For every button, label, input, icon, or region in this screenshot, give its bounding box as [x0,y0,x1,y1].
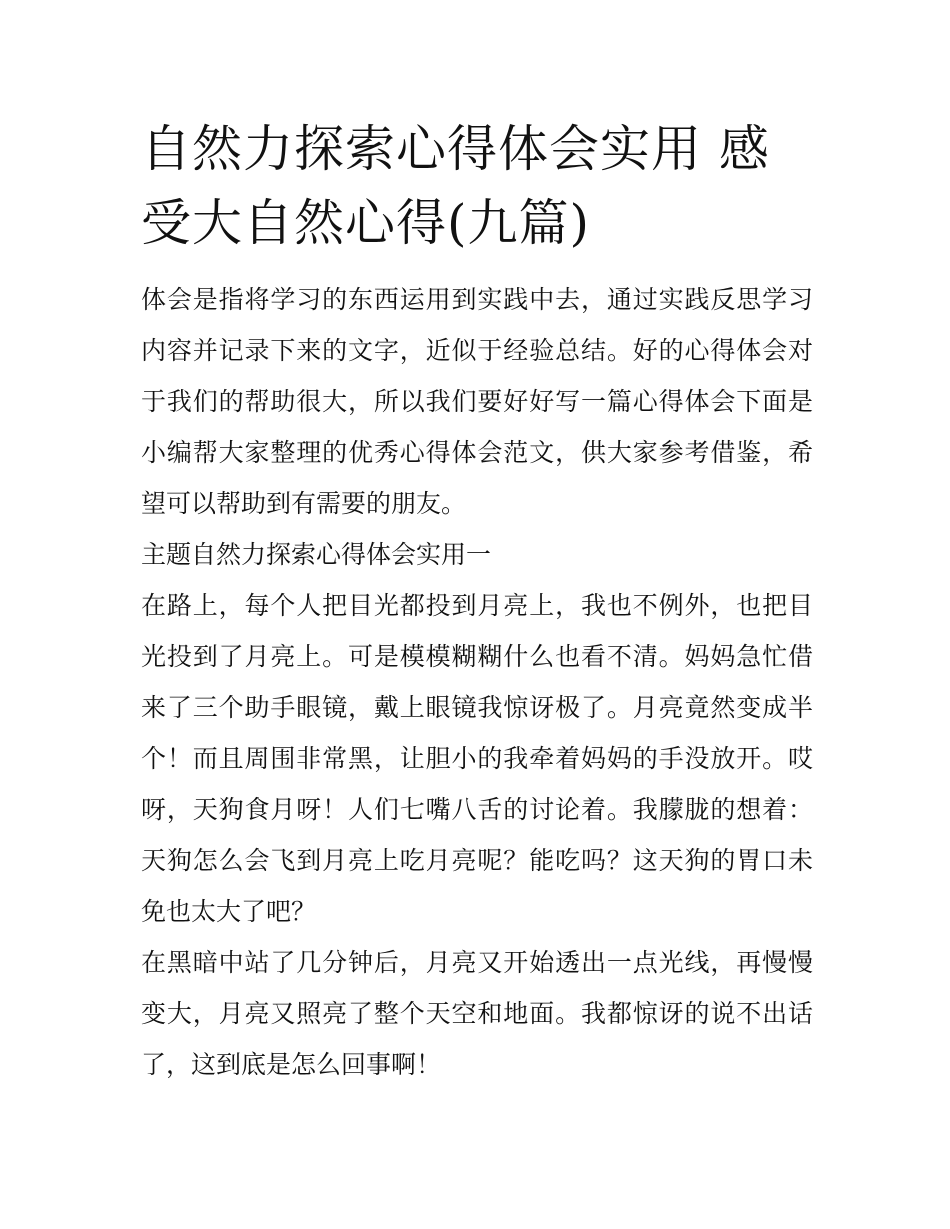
document-title: 自然力探索心得体会实用 感受大自然心得(九篇) [141,120,770,252]
body-paragraph-2: 在黑暗中站了几分钟后，月亮又开始透出一点光线，再慢慢变大，月亮又照亮了整个天空和地面。我都惊讶的说不出话了，这到底是怎么回事啊！ [141,948,813,1079]
section-heading: 主题自然力探索心得体会实用一 [141,540,492,569]
intro-paragraph: 体会是指将学习的东西运用到实践中去，通过实践反思学习内容并记录下来的文字，近似于经验总结。好的心得体会对于我们的帮助很大，所以我们要好好写一篇心得体会下面是小编帮大家整理的优秀心得体会范文，供大家参考借鉴，希望可以帮助到有需要的朋友。 [141,285,813,518]
body-paragraph-1: 在路上，每个人把目光都投到月亮上，我也不例外，也把目光投到了月亮上。可是模模糊糊什么也看不清。妈妈急忙借来了三个助手眼镜，戴上眼镜我惊讶极了。月亮竟然变成半个！而且周围非常黑，让胆小的我牵着妈妈的手没放开。哎呀，天狗食月呀！人们七嘴八舌的讨论着。我朦胧的想着：天狗怎么会飞到月亮上吃月亮呢？能吃吗？这天狗的胃口未免也太大了吧？ [141,591,813,926]
document-body [141,112,813,1090]
